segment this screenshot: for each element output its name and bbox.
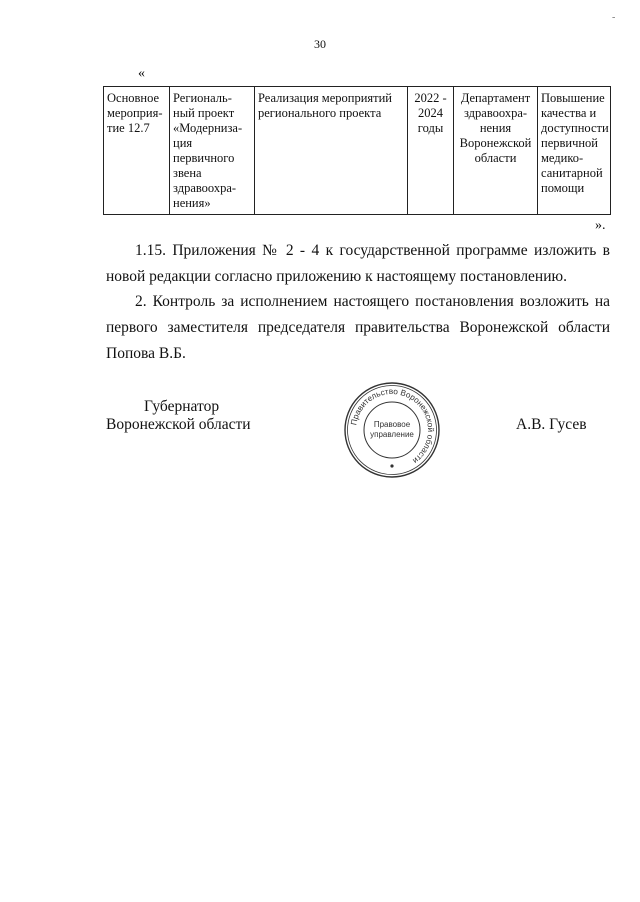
cell-project: Региональ-ный проект «Модерниза-ция первичного звена здравоохра-нения» [170, 87, 255, 215]
signer-position: Губернатор [144, 398, 220, 415]
signer-title [106, 398, 251, 434]
close-quote: ». [595, 218, 606, 233]
stamp-center-line2: управление [370, 430, 414, 439]
open-quote: « [138, 66, 145, 81]
table-row [104, 87, 611, 215]
stamp-ring-text: Правительство Воронежской области [349, 386, 436, 466]
official-stamp [342, 380, 442, 480]
cell-result: Повышение качества и доступности первичной медико-санитарной помощи [538, 87, 611, 215]
page-number: 30 [314, 37, 326, 51]
stamp-center-line1: Правовое [373, 420, 411, 429]
measures-table [103, 86, 611, 215]
cell-period: 2022 - 2024 годы [408, 87, 454, 215]
cell-measure: Основное мероприя-тие 12.7 [104, 87, 170, 215]
paragraph-1-15: 1.15. Приложения № 2 - 4 к государственной программе изложить в новой редакции согласно приложению к настоящему постановлению. [106, 242, 610, 285]
cell-content: Реализация мероприятий регионального проекта [255, 87, 408, 215]
corner-mark: - [612, 12, 616, 23]
cell-executor: Департамент здравоохра-нения Воронежской области [454, 87, 538, 215]
signer-region: Воронежской области [106, 416, 251, 433]
signer-name: А.В. Гусев [516, 416, 587, 433]
paragraph-2: 2. Контроль за исполнением настоящего постановления возложить на первого заместителя председателя правительства Воронежской области Попова В.Б. [106, 293, 610, 362]
